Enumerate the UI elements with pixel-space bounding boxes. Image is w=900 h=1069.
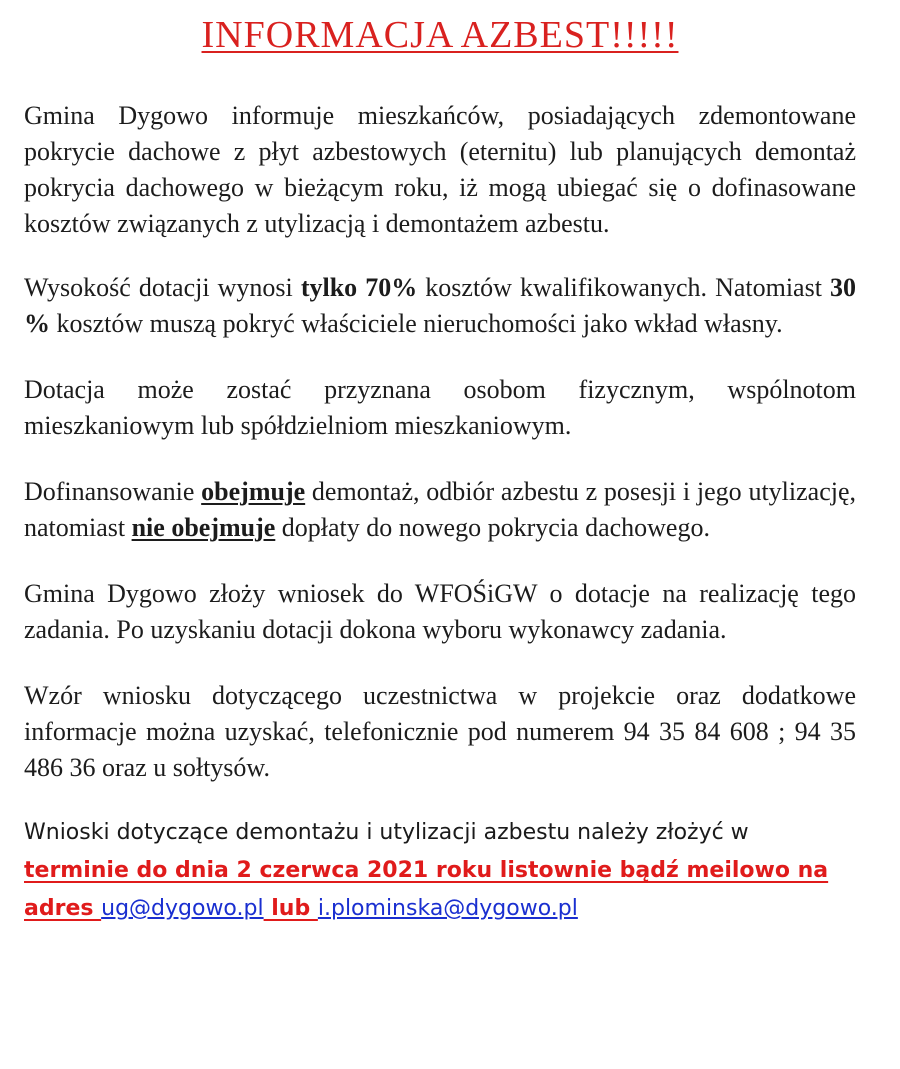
paragraph-application: Gmina Dygowo złoży wniosek do WFOŚiGW o dotacje na realizację tego zadania. Po uzyskaniu dotacji dokona wyboru wykonawcy zadania.	[24, 579, 856, 644]
deadline-notice	[24, 814, 856, 928]
excludes-text: nie obejmuje	[131, 513, 276, 542]
paragraph-scope: Dofinansowanie obejmuje demontaż, odbiór azbestu z posesji i jego utylizację, natomiast nie obejmuje dopłaty do nowego pokrycia dachowego.	[24, 477, 856, 542]
deadline-prefix: adres	[24, 896, 102, 921]
own-contribution-percent: 30 %	[24, 273, 856, 338]
paragraph-eligibility: Dotacja może zostać przyznana osobom fizycznym, wspólnotom mieszkaniowym lub spółdzielniom mieszkaniowym.	[24, 375, 856, 440]
paragraph-contact: Wzór wniosku dotyczącego uczestnictwa w projekcie oraz dodatkowe informacje można uzyskać, telefonicznie pod numerem 94 35 84 608 ; 94 35 486 36 oraz u sołtysów.	[24, 681, 856, 782]
email-link-ug[interactable]: ug@dygowo.pl	[101, 896, 264, 921]
deadline-line-1: Wnioski dotyczące demontażu i utylizacji azbestu należy złożyć w	[24, 820, 749, 845]
page-title: INFORMACJA AZBEST!!!!!	[201, 14, 679, 56]
includes-text: obejmuje	[201, 477, 306, 506]
deadline-connector: lub	[263, 896, 318, 921]
email-link-plominska[interactable]: i.plominska@dygowo.pl	[317, 896, 578, 921]
paragraph-subsidy: Wysokość dotacji wynosi tylko 70% kosztów kwalifikowanych. Natomiast 30 % kosztów muszą pokryć właściciele nieruchomości jako wkład własny.	[24, 273, 856, 338]
deadline-line-2: terminie do dnia 2 czerwca 2021 roku listownie bądź meilowo na	[24, 858, 829, 883]
subsidy-percent: tylko 70%	[300, 273, 418, 302]
paragraph-intro: Gmina Dygowo informuje mieszkańców, posiadających zdemontowane pokrycie dachowe z płyt azbestowych (eternitu) lub planujących demontaż pokrycia dachowego w bieżącym roku, iż mogą ubiegać się o dofinasowane kosztów związanych z utylizacją i demontażem azbestu.	[24, 101, 856, 238]
